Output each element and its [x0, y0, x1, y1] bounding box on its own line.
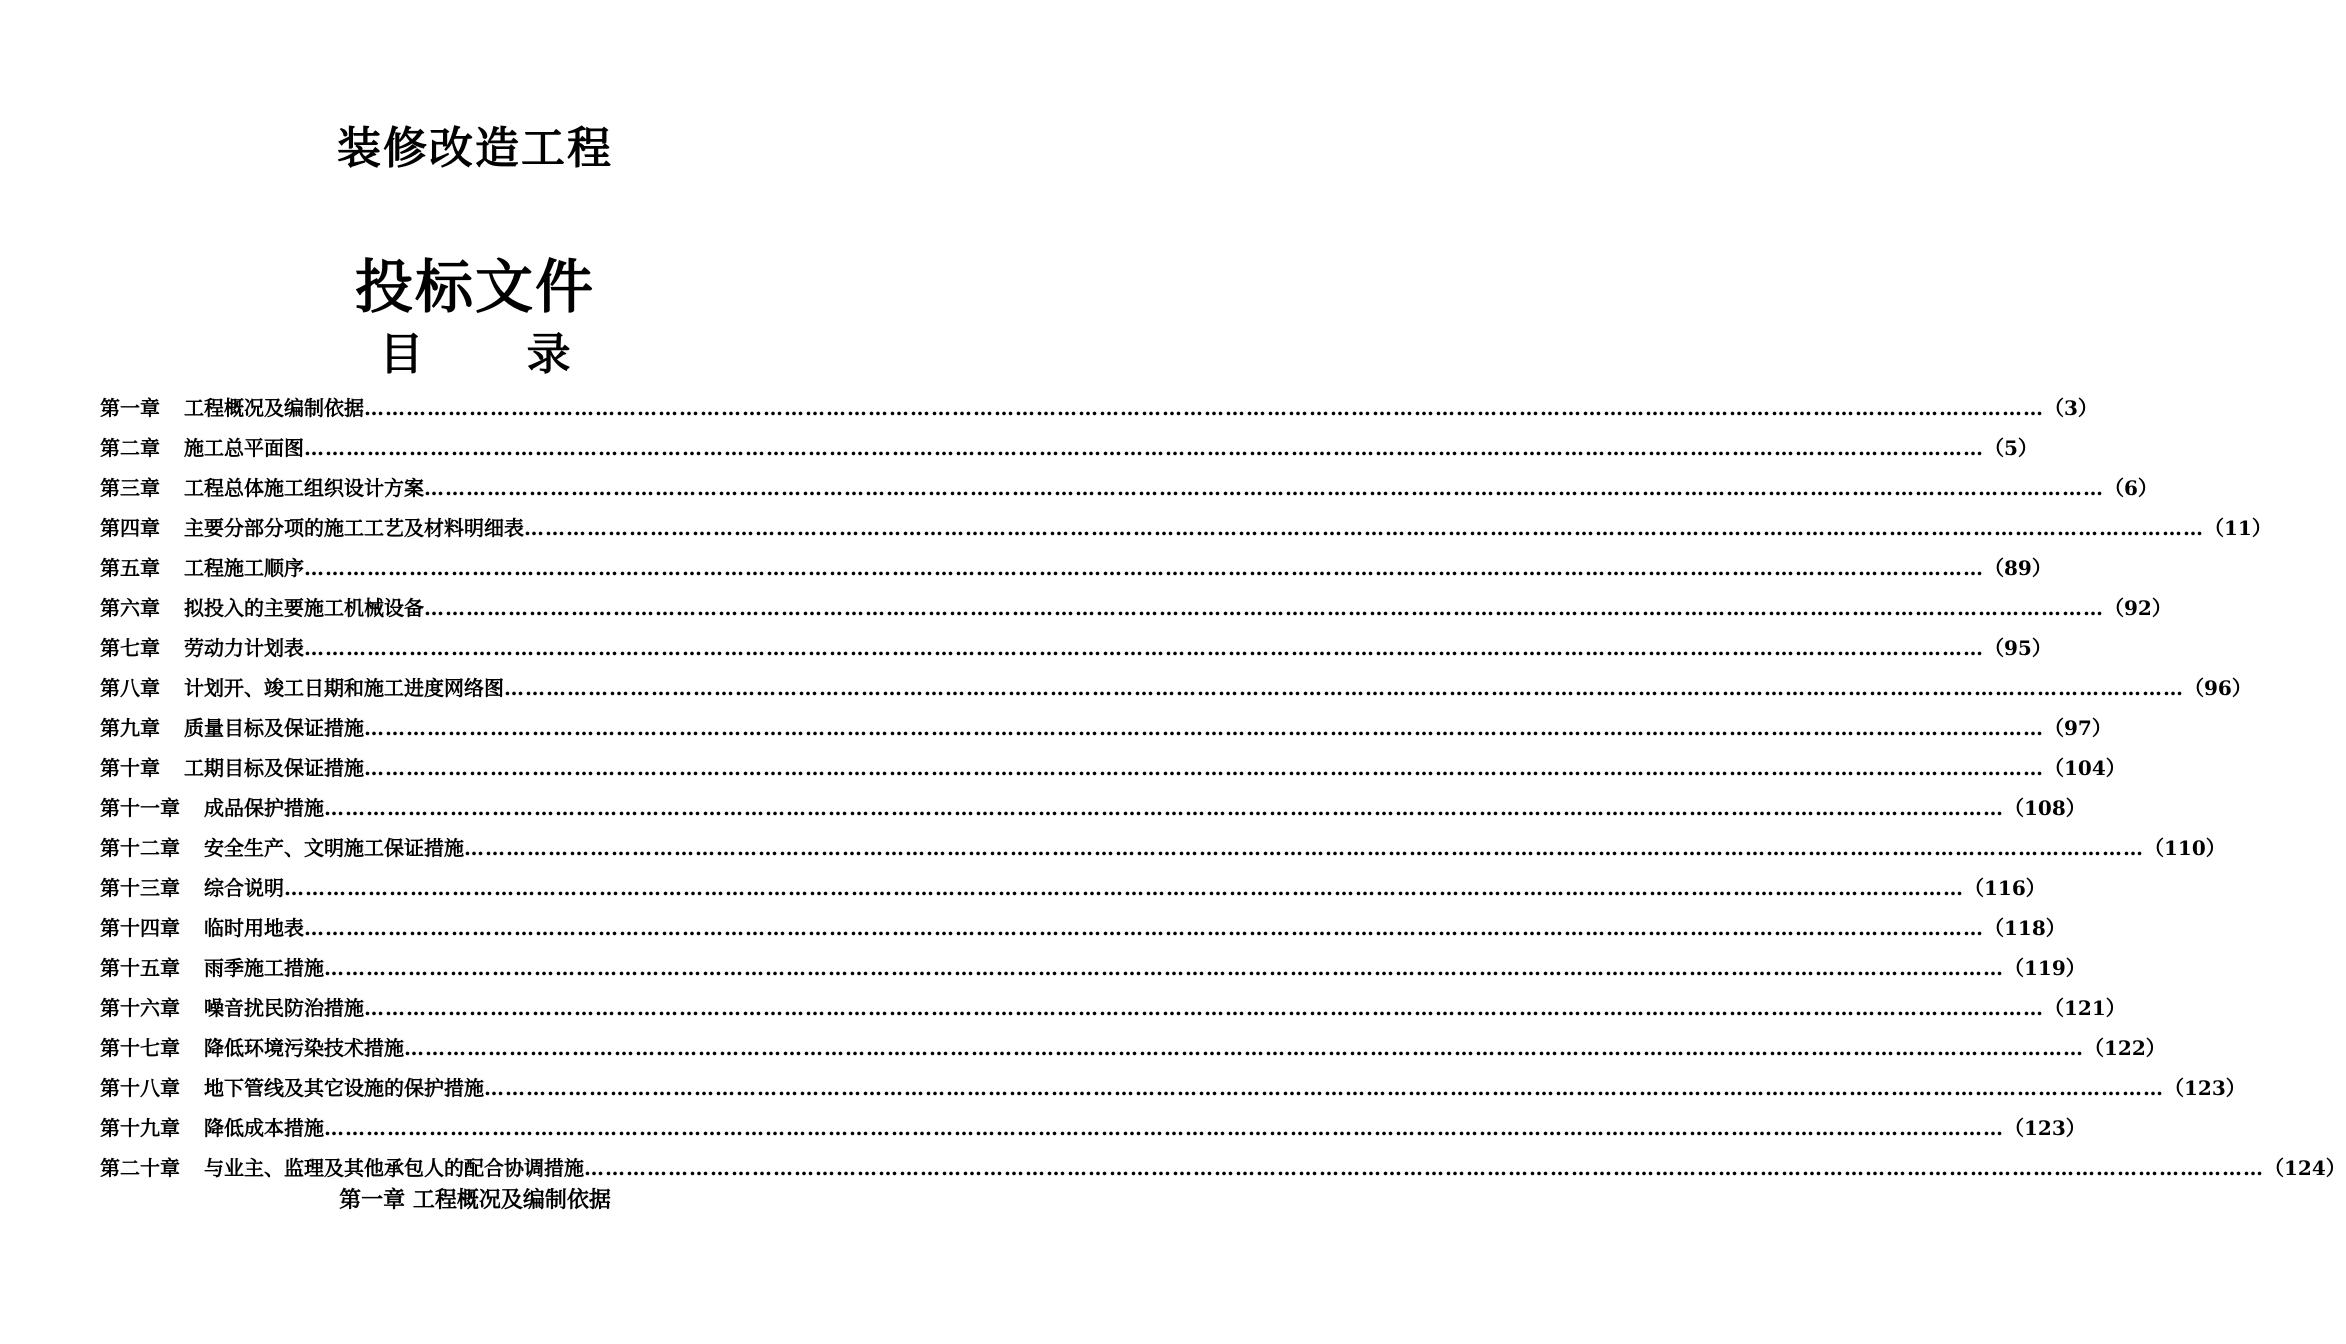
toc-page-number: （5） [1984, 436, 2038, 460]
toc-entry [100, 948, 2086, 988]
toc-dot-leader: …………………………………………………………………………………………………………………………………………………………………………………………………………………… [304, 436, 1984, 460]
toc-chapter-title: 拟投入的主要施工机械设备 [184, 596, 424, 620]
toc-chapter-number: 第一章 [100, 396, 160, 420]
toc-dot-leader: …………………………………………………………………………………………………………………………………………………………………………………………………………………… [284, 876, 1964, 900]
toc-chapter-title: 计划开、竣工日期和施工进度网络图 [184, 676, 504, 700]
toc-chapter-title: 质量目标及保证措施 [184, 716, 364, 740]
toc-page-number: （92） [2104, 596, 2172, 620]
toc-entry [100, 788, 2086, 828]
toc-chapter-number: 第五章 [100, 556, 160, 580]
toc-page-number: （6） [2104, 476, 2158, 500]
toc-entry [100, 1108, 2086, 1148]
toc-chapter-title: 降低成本措施 [204, 1116, 324, 1140]
toc-entry [100, 428, 2038, 468]
table-of-contents [100, 388, 2346, 1188]
toc-page-number: （11） [2204, 516, 2272, 540]
toc-chapter-title: 工程总体施工组织设计方案 [184, 476, 424, 500]
toc-chapter-number: 第十八章 [100, 1076, 180, 1100]
toc-page-number: （121） [2044, 996, 2126, 1020]
toc-chapter-number: 第十七章 [100, 1036, 180, 1060]
toc-entry [100, 1148, 2346, 1188]
document-title: 投标文件 [354, 253, 595, 321]
toc-chapter-number: 第十一章 [100, 796, 180, 820]
toc-chapter-number: 第二十章 [100, 1156, 180, 1180]
section-heading: 第一章 工程概况及编制依据 [339, 1188, 611, 1213]
toc-dot-leader: …………………………………………………………………………………………………………………………………………………………………………………………………………………… [484, 1076, 2164, 1100]
toc-chapter-title: 降低环境污染技术措施 [204, 1036, 404, 1060]
toc-page-number: （104） [2044, 756, 2126, 780]
toc-chapter-title: 安全生产、文明施工保证措施 [204, 836, 464, 860]
toc-chapter-title: 工期目标及保证措施 [184, 756, 364, 780]
toc-chapter-title: 雨季施工措施 [204, 956, 324, 980]
toc-dot-leader: …………………………………………………………………………………………………………………………………………………………………………………………………………………… [364, 996, 2044, 1020]
toc-entry [100, 748, 2126, 788]
toc-dot-leader: …………………………………………………………………………………………………………………………………………………………………………………………………………………… [364, 756, 2044, 780]
toc-page-number: （95） [1984, 636, 2052, 660]
toc-dot-leader: …………………………………………………………………………………………………………………………………………………………………………………………………………………… [304, 916, 1984, 940]
toc-dot-leader: …………………………………………………………………………………………………………………………………………………………………………………………………………………… [424, 596, 2104, 620]
toc-dot-leader: …………………………………………………………………………………………………………………………………………………………………………………………………………………… [304, 556, 1984, 580]
toc-chapter-title: 综合说明 [204, 876, 284, 900]
toc-entry [100, 628, 2052, 668]
toc-entry [100, 1068, 2246, 1108]
toc-entry [100, 668, 2252, 708]
toc-chapter-number: 第二章 [100, 436, 160, 460]
toc-chapter-number: 第十四章 [100, 916, 180, 940]
toc-chapter-title: 成品保护措施 [204, 796, 324, 820]
toc-page-number: （124） [2264, 1156, 2346, 1180]
toc-dot-leader: …………………………………………………………………………………………………………………………………………………………………………………………………………………… [424, 476, 2104, 500]
toc-chapter-title: 与业主、监理及其他承包人的配合协调措施 [204, 1156, 584, 1180]
toc-dot-leader: …………………………………………………………………………………………………………………………………………………………………………………………………………………… [304, 636, 1984, 660]
toc-chapter-title: 工程施工顺序 [184, 556, 304, 580]
toc-page-number: （96） [2184, 676, 2252, 700]
toc-entry [100, 548, 2052, 588]
toc-chapter-number: 第十章 [100, 756, 160, 780]
project-title: 装修改造工程 [337, 123, 613, 174]
toc-page-number: （89） [1984, 556, 2052, 580]
toc-page-number: （122） [2084, 1036, 2166, 1060]
toc-chapter-title: 临时用地表 [204, 916, 304, 940]
toc-page-number: （3） [2044, 396, 2098, 420]
toc-dot-leader: …………………………………………………………………………………………………………………………………………………………………………………………………………………… [584, 1156, 2264, 1180]
toc-dot-leader: …………………………………………………………………………………………………………………………………………………………………………………………………………………… [324, 1116, 2004, 1140]
toc-page-number: （118） [1984, 916, 2066, 940]
toc-dot-leader: …………………………………………………………………………………………………………………………………………………………………………………………………………………… [504, 676, 2184, 700]
toc-chapter-number: 第六章 [100, 596, 160, 620]
toc-entry [100, 708, 2112, 748]
toc-chapter-number: 第八章 [100, 676, 160, 700]
toc-chapter-number: 第十二章 [100, 836, 180, 860]
toc-page-number: （110） [2144, 836, 2226, 860]
toc-page-number: （123） [2004, 1116, 2086, 1140]
toc-chapter-number: 第九章 [100, 716, 160, 740]
toc-entry [100, 908, 2066, 948]
toc-dot-leader: …………………………………………………………………………………………………………………………………………………………………………………………………………………… [404, 1036, 2084, 1060]
toc-chapter-number: 第十五章 [100, 956, 180, 980]
toc-chapter-title: 工程概况及编制依据 [184, 396, 364, 420]
toc-chapter-title: 主要分部分项的施工工艺及材料明细表 [184, 516, 524, 540]
toc-page-number: （108） [2004, 796, 2086, 820]
toc-dot-leader: …………………………………………………………………………………………………………………………………………………………………………………………………………………… [464, 836, 2144, 860]
toc-chapter-title: 劳动力计划表 [184, 636, 304, 660]
toc-dot-leader: …………………………………………………………………………………………………………………………………………………………………………………………………………………… [364, 716, 2044, 740]
toc-dot-leader: …………………………………………………………………………………………………………………………………………………………………………………………………………………… [524, 516, 2204, 540]
toc-chapter-number: 第十六章 [100, 996, 180, 1020]
toc-chapter-number: 第十三章 [100, 876, 180, 900]
toc-dot-leader: …………………………………………………………………………………………………………………………………………………………………………………………………………………… [364, 396, 2044, 420]
toc-chapter-title: 施工总平面图 [184, 436, 304, 460]
toc-entry [100, 388, 2098, 428]
toc-chapter-title: 地下管线及其它设施的保护措施 [204, 1076, 484, 1100]
toc-page-number: （97） [2044, 716, 2112, 740]
toc-chapter-number: 第七章 [100, 636, 160, 660]
toc-entry [100, 988, 2126, 1028]
toc-heading: 目 录 [379, 329, 615, 380]
toc-entry [100, 468, 2158, 508]
toc-chapter-number: 第十九章 [100, 1116, 180, 1140]
toc-chapter-title: 噪音扰民防治措施 [204, 996, 364, 1020]
toc-dot-leader: …………………………………………………………………………………………………………………………………………………………………………………………………………………… [324, 956, 2004, 980]
toc-dot-leader: …………………………………………………………………………………………………………………………………………………………………………………………………………………… [324, 796, 2004, 820]
toc-page-number: （119） [2004, 956, 2086, 980]
toc-entry [100, 868, 2046, 908]
toc-chapter-number: 第四章 [100, 516, 160, 540]
toc-chapter-number: 第三章 [100, 476, 160, 500]
toc-page-number: （123） [2164, 1076, 2246, 1100]
toc-entry [100, 588, 2172, 628]
toc-entry [100, 508, 2272, 548]
toc-entry [100, 828, 2226, 868]
toc-entry [100, 1028, 2166, 1068]
toc-page-number: （116） [1964, 876, 2046, 900]
